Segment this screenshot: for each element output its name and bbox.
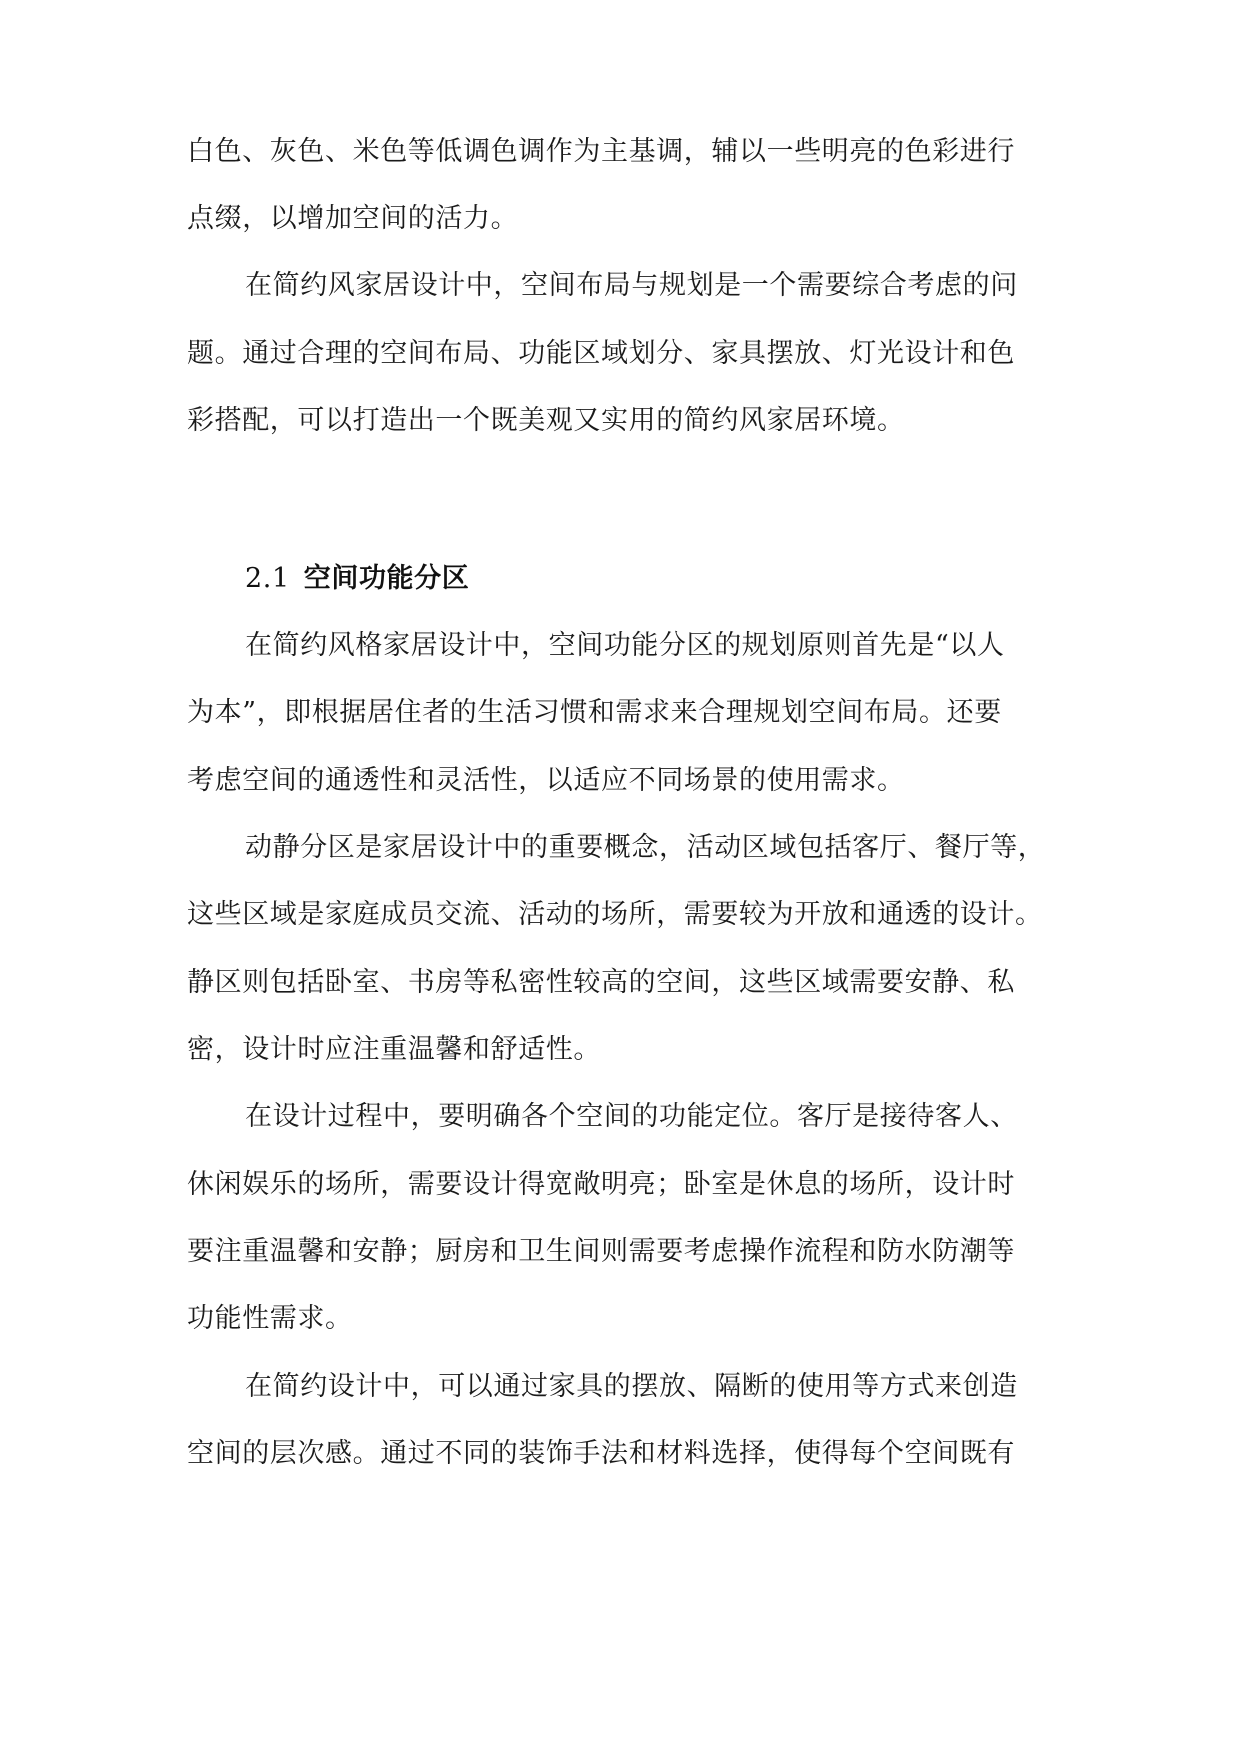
paragraph-line: 密，设计时应注重温馨和舒适性。 — [187, 1034, 601, 1065]
paragraph-line: 静区则包括卧室、书房等私密性较高的空间，这些区域需要安静、私 — [187, 967, 1015, 998]
section-number: 2.1 — [245, 563, 290, 594]
paragraph-line: 这些区域是家庭成员交流、活动的场所，需要较为开放和通透的设计。 — [187, 899, 1043, 930]
section-title: 空间功能分区 — [303, 563, 470, 594]
paragraph-line: 休闲娱乐的场所，需要设计得宽敞明亮；卧室是休息的场所，设计时 — [187, 1169, 1015, 1200]
paragraph-line: 彩搭配，可以打造出一个既美观又实用的简约风家居环境。 — [187, 405, 905, 436]
paragraph-line: 考虑空间的通透性和灵活性，以适应不同场景的使用需求。 — [187, 765, 905, 796]
paragraph-line: 在简约设计中，可以通过家具的摆放、隔断的使用等方式来创造 — [245, 1371, 1018, 1402]
paragraph-line: 在简约风格家居设计中，空间功能分区的规划原则首先是“以人 — [245, 630, 1005, 661]
paragraph-line: 点缀，以增加空间的活力。 — [187, 203, 519, 234]
section-heading — [245, 562, 469, 596]
paragraph-line: 为本”，即根据居住者的生活习惯和需求来合理规划空间布局。还要 — [187, 697, 1002, 728]
paragraph-line: 功能性需求。 — [187, 1303, 353, 1334]
paragraph-line: 在简约风家居设计中，空间布局与规划是一个需要综合考虑的问 — [245, 270, 1018, 301]
paragraph-line: 题。通过合理的空间布局、功能区域划分、家具摆放、灯光设计和色 — [187, 338, 1015, 369]
paragraph-line: 白色、灰色、米色等低调色调作为主基调，辅以一些明亮的色彩进行 — [187, 136, 1015, 167]
paragraph-line: 空间的层次感。通过不同的装饰手法和材料选择，使得每个空间既有 — [187, 1438, 1015, 1469]
paragraph-line: 在设计过程中，要明确各个空间的功能定位。客厅是接待客人、 — [245, 1101, 1018, 1132]
paragraph-line: 动静分区是家居设计中的重要概念，活动区域包括客厅、餐厅等， — [245, 832, 1046, 863]
paragraph-line: 要注重温馨和安静；厨房和卫生间则需要考虑操作流程和防水防潮等 — [187, 1236, 1015, 1267]
